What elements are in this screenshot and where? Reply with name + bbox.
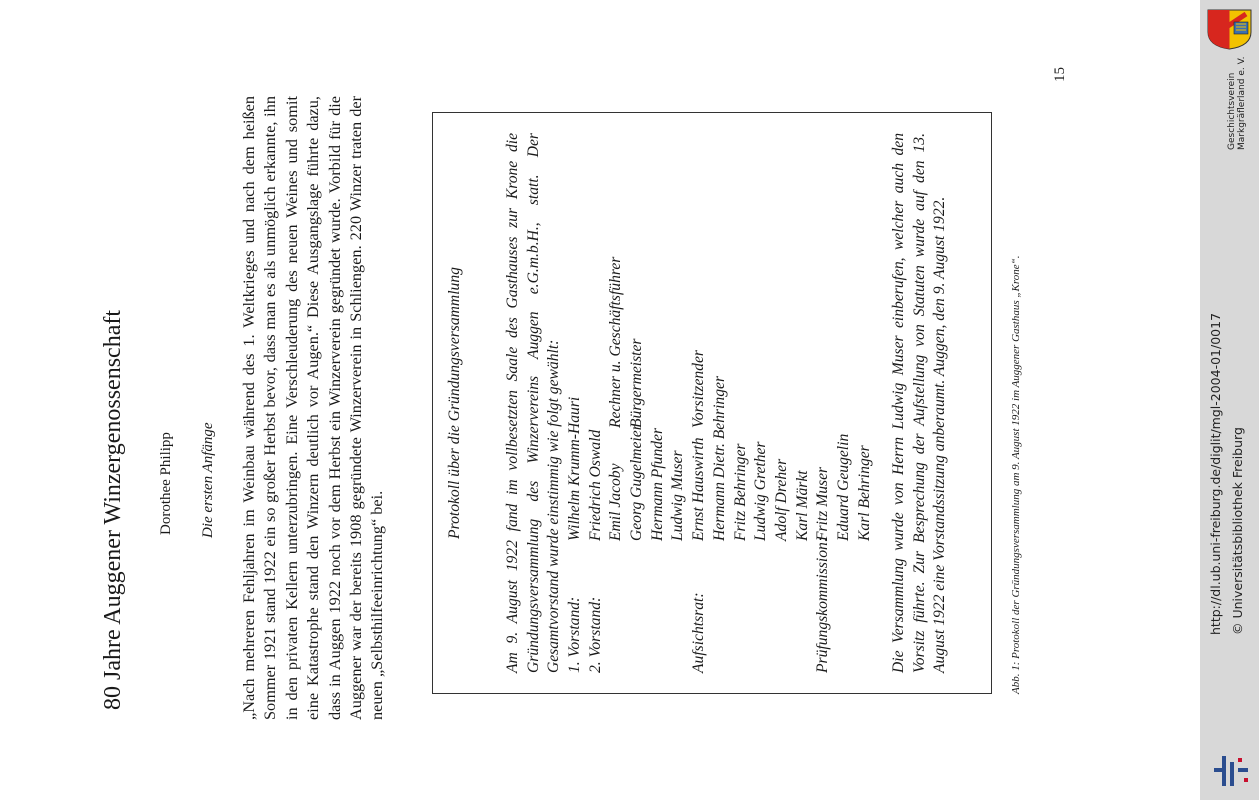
member-note: Bürgermeister (628, 338, 646, 428)
association-name (1227, 57, 1247, 150)
member-note: Vorsitzender (690, 350, 708, 428)
sidebar-text-group (1200, 0, 1259, 800)
ub-freiburg-logo-icon (1208, 748, 1252, 792)
member-name: Emil Jacoby (607, 463, 625, 541)
protocol-closing: Die Versammlung wurde von Herrn Ludwig Muser einberufen, welcher auch den Vorsitz führte. Zur Besprechung der Aufstellung von Statuten wurde auf den 13. August 1922 eine Vorstandssitzung anberaumt. Auggen, den 9. August 1922. (890, 133, 949, 673)
member-name: Fritz Behringer (731, 443, 749, 541)
section-heading: Die ersten Anfänge (200, 422, 216, 538)
article-title: 80 Jahre Auggener Winzergenossenschaft (100, 309, 126, 710)
body-paragraph: „Nach mehreren Fehljahren im Weinbau während des 1. Weltkrieges und nach dem heißen Sommer 1921 stand 1922 ein so großer Herbst bevor, dass man es als unmöglich erkannte, ihn in den privaten Kellern unterzubringen. Eine Verschleuderung des neuen Weines und somit eine Katastrophe stand den Winzern deutlich vor Augen.“ Diese Ausgangslage führte dazu, dass in Auggen 1922 noch vor dem Herbst ein Winzerverein gegründet wurde. Vorbild für die Auggener war der bereits 1908 gegründete Winzerverein in Schliengen. 220 Winzer traten der neuen „Selbsthilfeeinrichtung“ bei. (239, 96, 387, 720)
coat-of-arms-icon (1206, 8, 1253, 50)
member-name: Hermann Pfunder (648, 427, 666, 541)
member-role: Prüfungskommission: (814, 536, 832, 673)
member-name: Friedrich Oswald (586, 429, 604, 541)
page-number: 15 (1052, 67, 1068, 82)
member-name: Eduard Geugelin (834, 433, 852, 541)
member-role: 2. Vorstand: (586, 596, 604, 673)
member-name: Ludwig Muser (669, 450, 687, 541)
member-name: Karl Märkt (793, 470, 811, 541)
copyright-notice: © Universitätsbibliothek Freiburg (1230, 427, 1245, 635)
member-name: Ernst Hauswirth (690, 437, 708, 541)
member-name: Karl Behringer (855, 445, 873, 541)
protocol-box (432, 112, 992, 694)
member-role: Aufsichtsrat: (690, 592, 708, 673)
member-name: Adolf Dreher (772, 458, 790, 541)
member-name: Ludwig Grether (752, 441, 770, 541)
permalink-url[interactable]: http://dl.ub.uni-freiburg.de/diglit/mgl-2004-01/0017 (1208, 312, 1223, 635)
member-role: 1. Vorstand: (566, 596, 583, 673)
member-name: Hermann Dietr. Behringer (710, 375, 728, 541)
association-line: Geschichtsverein (1227, 72, 1237, 150)
library-sidebar (1200, 0, 1259, 800)
figure-caption: Abb. 1: Protokoll der Gründungsversammlung am 9. August 1922 im Auggener Gasthaus „Krone“. (1010, 255, 1022, 694)
member-name: Wilhelm Krumm-Hauri (566, 396, 583, 541)
member-name: Fritz Muser (814, 466, 832, 541)
protocol-intro: Am 9. August 1922 fand im vollbesetzten Saale des Gasthauses zur Krone die Gründungsversammlung des Winzervereins Auggen e.G.m.b.H., statt. Der Gesamtvorstand wurde einstimmig wie folgt gewählt: (504, 133, 563, 673)
member-name: Georg Gugelmeier (628, 424, 646, 541)
article-author: Dorothee Philipp (158, 432, 174, 535)
association-line: Markgräflerland e. V. (1237, 56, 1247, 150)
member-note: Rechner u. Geschäftsführer (607, 256, 625, 428)
protocol-title: Protokoll über die Gründungsversammlung (446, 267, 463, 539)
